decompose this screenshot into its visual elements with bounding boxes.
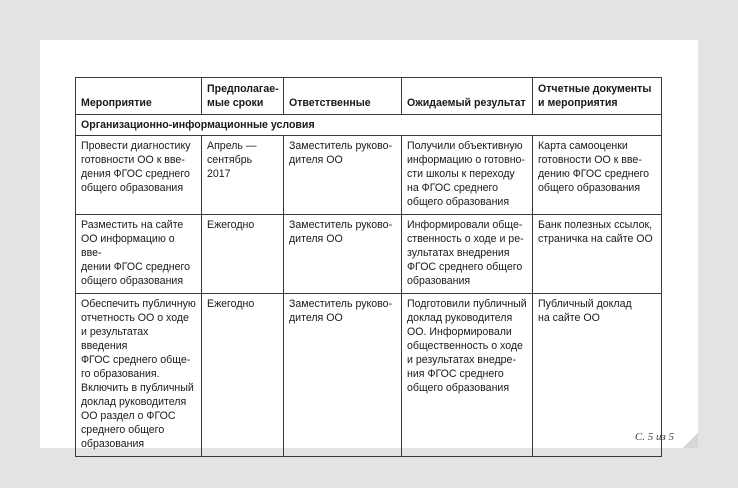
header-expected-result: Ожидаемый результат	[402, 78, 533, 115]
section-row	[76, 115, 662, 136]
table-row	[76, 215, 662, 294]
cell-activity: Разместить на сайте ОО информацию о вве- дении ФГОС среднего общего образования	[76, 215, 202, 294]
cell-responsible: Заместитель руково- дителя ОО	[284, 294, 402, 457]
header-responsible: Ответственные	[284, 78, 402, 115]
header-deadlines: Предполагае- мые сроки	[202, 78, 284, 115]
cell-report-documents: Карта самооценки готовности ОО к вве- дению ФГОС среднего общего образования	[533, 136, 662, 215]
page-number: С. 5 из 5	[634, 431, 674, 443]
implementation-plan-table	[75, 77, 662, 457]
section-title: Организационно-информационные условия	[76, 115, 662, 136]
header-activity: Мероприятие	[76, 78, 202, 115]
table-row	[76, 136, 662, 215]
cell-activity: Провести диагностику готовности ОО к вве- дения ФГОС среднего общего образования	[76, 136, 202, 215]
cell-responsible: Заместитель руково- дителя ОО	[284, 215, 402, 294]
cell-expected-result: Информировали обще- ственность о ходе и ре- зультатах внедрения ФГОС среднего общего образования	[402, 215, 533, 294]
cell-activity: Обеспечить публичную отчетность ОО о ходе и результатах введения ФГОС среднего обще- го образования. Включить в публичный доклад руководителя ОО раздел о ФГОС среднего общего образования	[76, 294, 202, 457]
document-page	[40, 40, 698, 448]
cell-expected-result: Получили объективную информацию о готовно- сти школы к переходу на ФГОС среднего общего образования	[402, 136, 533, 215]
cell-deadline: Апрель — сентябрь 2017	[202, 136, 284, 215]
header-report-documents: Отчетные документы и мероприятия	[533, 78, 662, 115]
cell-deadline: Ежегодно	[202, 215, 284, 294]
cell-responsible: Заместитель руково- дителя ОО	[284, 136, 402, 215]
cell-deadline: Ежегодно	[202, 294, 284, 457]
cell-report-documents: Банк полезных ссылок, страничка на сайте ОО	[533, 215, 662, 294]
table-header-row	[76, 78, 662, 115]
table-row	[76, 294, 662, 457]
cell-expected-result: Подготовили публичный доклад руководителя ОО. Информировали общественность о ходе и результатах внедре- ния ФГОС среднего общего образования	[402, 294, 533, 457]
cell-report-documents: Публичный доклад на сайте ОО	[533, 294, 662, 457]
page-corner-fold	[683, 433, 698, 448]
